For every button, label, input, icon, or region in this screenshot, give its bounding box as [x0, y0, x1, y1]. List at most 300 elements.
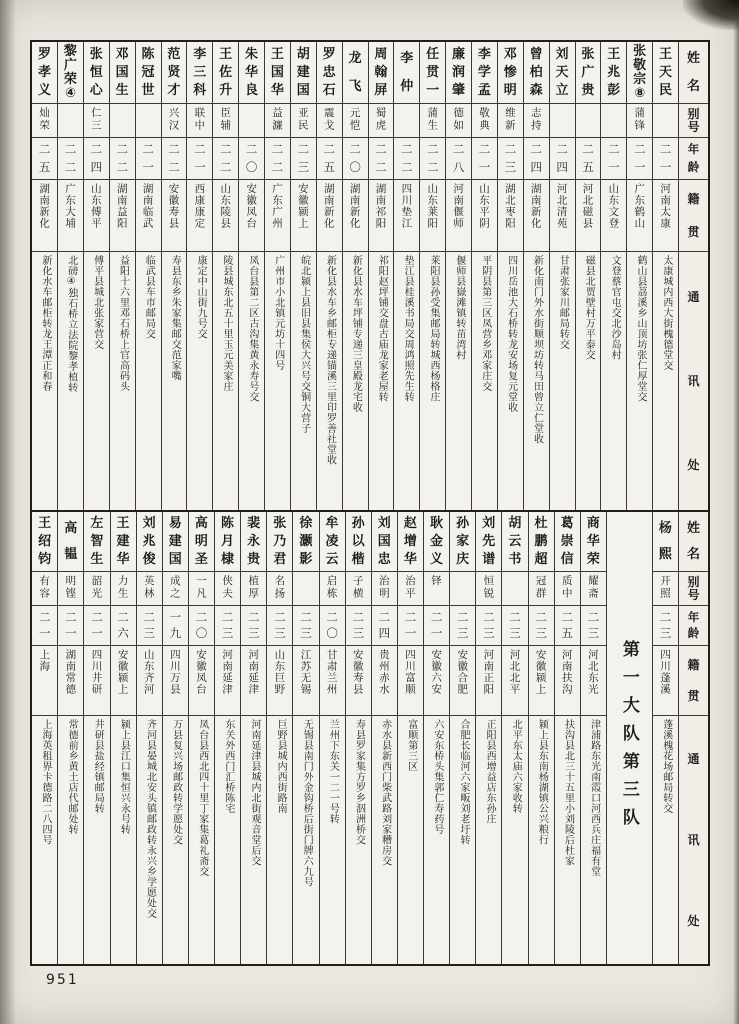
alias-cell	[346, 572, 371, 606]
person-origin: 河北东光	[586, 649, 599, 695]
address-cell	[372, 716, 397, 964]
person-alias: 子横	[351, 575, 364, 600]
person-age: 二 三	[483, 609, 495, 640]
person-address: 莱阳县孙受集邮局转城西杨格庄	[427, 255, 439, 402]
person-name: 张 敬 宗 ⑧	[633, 44, 647, 101]
origin-cell	[267, 646, 292, 716]
origin-cell	[398, 646, 423, 716]
person-column	[501, 512, 527, 964]
header-cell-age	[679, 138, 708, 180]
age-cell	[110, 138, 135, 180]
alias-cell	[293, 572, 318, 606]
person-alias: 蜀虎	[374, 107, 387, 132]
person-age: 二 五	[38, 142, 51, 174]
alias-cell	[576, 104, 601, 138]
origin-cell	[136, 180, 161, 252]
bottom-table	[32, 512, 708, 964]
address-cell	[239, 252, 264, 510]
origin-cell	[472, 180, 497, 252]
age-cell	[394, 138, 419, 180]
person-address: 巨野县城内西街路南	[275, 719, 287, 814]
age-cell	[317, 138, 342, 180]
person-age: 二 八	[452, 142, 465, 174]
origin-cell	[187, 180, 212, 252]
alias-cell	[601, 104, 626, 138]
alias-cell	[653, 104, 678, 138]
person-address: 祁阳赵坪铺交盘古庙龙家老屋转	[376, 255, 388, 402]
person-age: 二 二	[219, 142, 232, 174]
address-cell	[189, 716, 214, 964]
alias-cell	[627, 104, 652, 138]
age-cell	[189, 606, 214, 646]
person-age: 一 九	[169, 609, 182, 640]
age-cell	[627, 138, 652, 180]
bottom-header-column	[678, 512, 708, 964]
age-cell	[239, 138, 264, 180]
person-address: 偃师县嶽滩镇转苗湾村	[453, 255, 465, 360]
person-column	[292, 512, 318, 964]
address-cell	[502, 716, 527, 964]
person-alias: 植厚	[247, 575, 260, 600]
person-origin: 湖南新化	[322, 183, 335, 229]
age-cell	[137, 606, 162, 646]
name-cell	[398, 512, 423, 572]
name-cell	[291, 42, 316, 104]
alias-cell	[239, 104, 264, 138]
header-alias-label: 别 号	[687, 574, 700, 603]
person-address: 寿县罗家集方罗乡泅洲桥交	[353, 719, 365, 845]
person-alias: 震戈	[322, 107, 335, 132]
age-cell	[320, 606, 345, 646]
address-cell	[137, 716, 162, 964]
person-age: 二 二	[426, 142, 439, 174]
address-cell	[213, 252, 238, 510]
person-age: 二 一	[91, 609, 103, 640]
person-name: 李 学 孟	[477, 46, 491, 99]
person-origin: 安徽颍上	[116, 649, 129, 695]
name-cell	[189, 512, 214, 572]
alias-cell	[291, 104, 316, 138]
person-alias: 开照	[658, 575, 671, 600]
person-age: 二 三	[274, 609, 286, 640]
name-cell	[136, 42, 161, 104]
address-cell	[420, 252, 445, 510]
person-origin: 四川万县	[168, 649, 181, 695]
person-alias: 英林	[142, 575, 155, 600]
alias-cell	[187, 104, 212, 138]
person-alias: 仁三	[89, 107, 102, 132]
alias-cell	[32, 572, 57, 606]
alias-cell	[398, 572, 423, 606]
person-column	[57, 42, 83, 510]
name-cell	[293, 512, 318, 572]
origin-cell	[110, 180, 135, 252]
alias-cell	[84, 572, 109, 606]
header-age-label: 年 龄	[687, 609, 700, 640]
person-origin: 甘肃兰州	[325, 649, 338, 695]
address-cell	[472, 252, 497, 510]
person-age: 二 三	[143, 609, 155, 640]
address-cell	[162, 252, 187, 510]
person-origin: 安徽颍上	[534, 649, 547, 695]
person-address: 益阳十六里邓石桥上官高码头	[117, 255, 129, 392]
origin-cell	[213, 180, 238, 252]
name-cell	[58, 42, 83, 104]
group-label-column	[606, 512, 652, 964]
name-cell	[241, 512, 266, 572]
person-origin: 河南偃师	[452, 183, 465, 229]
age-cell	[136, 138, 161, 180]
person-address: 鹤山县茘溪乡山顶坊张仁厚堂交	[634, 255, 646, 402]
group-label: 第一大队第三队	[618, 640, 639, 836]
person-name: 杨 熙	[658, 520, 672, 563]
person-age: 二 一	[194, 142, 206, 174]
person-origin: 四川垫江	[400, 183, 413, 229]
person-column	[57, 512, 83, 964]
person-name: 王 佐 升	[219, 46, 233, 99]
name-cell	[110, 42, 135, 104]
alias-cell	[163, 572, 188, 606]
alias-cell	[472, 104, 497, 138]
header-cell-alias	[679, 104, 708, 138]
person-name: 裴 永 贵	[247, 516, 261, 567]
person-column	[397, 512, 423, 964]
person-name: 牟 凌 云	[325, 516, 339, 567]
person-alias: 耀斋	[586, 575, 599, 600]
person-alias: 成之	[168, 575, 181, 600]
origin-cell	[346, 646, 371, 716]
name-cell	[111, 512, 136, 572]
person-age: 二 三	[509, 609, 521, 640]
person-address: 河南延津县城内北街观音堂后交	[248, 719, 260, 866]
scan-left-edge-shadow	[0, 0, 16, 1024]
name-cell	[84, 42, 109, 104]
header-cell-name	[679, 42, 708, 104]
name-cell	[215, 512, 240, 572]
person-origin: 四川蓬溪	[658, 649, 671, 695]
person-name: 高 韫	[64, 520, 78, 563]
origin-cell	[653, 646, 678, 716]
person-name: 王 建 华	[116, 516, 130, 567]
person-address: 凤台县西北四十里丁家集葛礼斋交	[196, 719, 208, 877]
top-table	[32, 42, 708, 512]
alias-cell	[137, 572, 162, 606]
person-address: 新化南门外水街顺坝坊转马田曾立仁堂收	[531, 255, 543, 444]
person-origin: 安徽寿县	[351, 649, 364, 695]
age-cell	[653, 606, 678, 646]
name-cell	[446, 42, 471, 104]
person-column	[419, 42, 445, 510]
header-origin-label: 籍 贯	[687, 192, 700, 239]
person-alias: 韶光	[90, 575, 103, 600]
name-cell	[84, 512, 109, 572]
person-address: 康定中山街九号交	[195, 255, 207, 339]
person-name: 陈 月 棣	[221, 516, 235, 567]
person-origin: 广东广州	[270, 183, 283, 229]
name-cell	[58, 512, 83, 572]
address-cell	[267, 716, 292, 964]
alias-cell	[498, 104, 523, 138]
age-cell	[472, 138, 497, 180]
age-cell	[524, 138, 549, 180]
person-age: 二 四	[556, 142, 568, 174]
person-alias: 有容	[38, 575, 51, 600]
alias-cell	[653, 572, 678, 606]
origin-cell	[529, 646, 554, 716]
person-alias: 治明	[377, 575, 390, 600]
header-cell-address	[679, 252, 708, 510]
person-address: 无锡县南门外金钩桥后街门牌六九号	[301, 719, 313, 887]
person-address: 上海英租界卡德路二八四号	[39, 719, 51, 845]
person-origin: 广东鹤山	[633, 183, 646, 229]
address-cell	[136, 252, 161, 510]
alias-cell	[424, 572, 449, 606]
address-cell	[293, 716, 318, 964]
age-cell	[653, 138, 678, 180]
person-alias: 维新	[503, 107, 516, 132]
person-column	[342, 42, 368, 510]
age-cell	[498, 138, 523, 180]
address-cell	[163, 716, 188, 964]
address-cell	[398, 716, 423, 964]
person-origin: 山东傅平	[89, 183, 102, 229]
alias-cell	[162, 104, 187, 138]
age-cell	[111, 606, 136, 646]
name-cell	[472, 42, 497, 104]
name-cell	[627, 42, 652, 104]
person-origin: 广东大埔	[63, 183, 76, 229]
header-address-label: 通 讯 处	[687, 290, 700, 472]
age-cell	[291, 138, 316, 180]
name-cell	[265, 42, 290, 104]
name-cell	[187, 42, 212, 104]
address-cell	[394, 252, 419, 510]
person-age: 二 〇	[245, 142, 258, 174]
name-cell	[394, 42, 419, 104]
person-column	[212, 42, 238, 510]
page-number: 951	[46, 972, 79, 988]
person-name: 朱 华 良	[245, 46, 259, 99]
age-cell	[446, 138, 471, 180]
person-age: 二 二	[375, 142, 387, 174]
person-alias: 力生	[116, 575, 129, 600]
person-origin: 河南延津	[247, 649, 260, 695]
person-alias: 蒲锋	[633, 107, 646, 132]
name-cell	[524, 42, 549, 104]
person-name: 刘 兆 俊	[142, 516, 156, 567]
age-cell	[163, 606, 188, 646]
name-cell	[502, 512, 527, 572]
name-cell	[424, 512, 449, 572]
name-cell	[372, 512, 397, 572]
age-cell	[424, 606, 449, 646]
person-age: 二 三	[221, 609, 234, 640]
age-cell	[450, 606, 475, 646]
person-name: 杜 鹏 超	[534, 516, 548, 567]
address-cell	[110, 252, 135, 510]
person-address: 常德前乡黄土店代邮处转	[66, 719, 78, 835]
group-label-cell	[607, 512, 652, 964]
origin-cell	[291, 180, 316, 252]
origin-cell	[498, 180, 523, 252]
origin-cell	[601, 180, 626, 252]
person-column	[580, 512, 606, 964]
person-origin: 河南太康	[659, 183, 672, 229]
address-cell	[550, 252, 575, 510]
person-alias: 恒锐	[482, 575, 495, 600]
origin-cell	[317, 180, 342, 252]
age-cell	[58, 138, 83, 180]
person-origin: 四川井研	[90, 649, 103, 695]
person-column	[549, 42, 575, 510]
age-cell	[58, 606, 83, 646]
person-name: 孙 家 庆	[456, 516, 470, 567]
person-age: 二 四	[530, 142, 542, 174]
person-address: 六安东桥头集郭仁寿药号	[431, 719, 443, 835]
person-origin: 安徽合肥	[456, 649, 469, 695]
origin-cell	[241, 646, 266, 716]
person-column	[186, 42, 212, 510]
name-cell	[317, 42, 342, 104]
person-origin: 安徽凤台	[245, 183, 258, 229]
person-age: 二 二	[64, 142, 77, 174]
origin-cell	[476, 646, 501, 716]
person-address: 东关外西门汇桥陈宅	[222, 719, 234, 814]
person-name: 黎 广 荣 ④	[63, 44, 77, 101]
person-column	[449, 512, 475, 964]
person-age: 二 三	[587, 609, 600, 640]
name-cell	[555, 512, 580, 572]
person-age: 二 一	[38, 609, 51, 640]
person-column	[445, 42, 471, 510]
person-address: 陵县城东北五十里玉元美家庄	[220, 255, 232, 392]
alias-cell	[529, 572, 554, 606]
alias-cell	[317, 104, 342, 138]
address-cell	[58, 252, 83, 510]
alias-cell	[58, 572, 83, 606]
person-origin: 江苏无锡	[299, 649, 312, 695]
origin-cell	[84, 180, 109, 252]
person-age: 二 一	[659, 142, 672, 174]
name-cell	[267, 512, 292, 572]
origin-cell	[84, 646, 109, 716]
person-name: 刘 天 立	[555, 46, 569, 99]
person-alias: 冠群	[534, 575, 547, 600]
person-name: 胡 建 国	[296, 46, 310, 99]
name-cell	[476, 512, 501, 572]
address-cell	[555, 716, 580, 964]
person-address: 万县复兴场邮政转学愿处交	[170, 719, 182, 845]
person-column	[600, 42, 626, 510]
person-alias: 质中	[560, 575, 573, 600]
person-alias: 臣辅	[219, 107, 232, 132]
alias-cell	[58, 104, 83, 138]
person-name: 徐 灏 影	[299, 516, 313, 567]
person-column	[523, 42, 549, 510]
person-origin: 河北磁县	[581, 183, 594, 229]
person-origin: 湖南新化	[529, 183, 542, 229]
person-origin: 西康康定	[193, 183, 206, 229]
person-origin: 安徽颍上	[296, 183, 309, 229]
person-alias: 德如	[452, 107, 465, 132]
age-cell	[343, 138, 368, 180]
person-column	[161, 42, 187, 510]
person-age: 二 〇	[326, 609, 338, 640]
person-age: 二 一	[430, 609, 443, 640]
person-origin: 安徽凤台	[194, 649, 207, 695]
person-age: 二 二	[168, 142, 180, 174]
person-address: 齐河县晏城北安头镇邮政转永兴乡学愿处交	[144, 719, 156, 919]
address-cell	[653, 716, 678, 964]
alias-cell	[450, 572, 475, 606]
header-cell-address	[679, 716, 708, 964]
address-cell	[601, 252, 626, 510]
person-address: 蓬溪槐花场邮局转交	[660, 719, 672, 814]
person-column	[316, 42, 342, 510]
origin-cell	[32, 646, 57, 716]
alias-cell	[267, 572, 292, 606]
person-column	[266, 512, 292, 964]
person-address: 正阳县西增益店东孙庄	[484, 719, 496, 824]
person-address: 扶沟县北三十五里小刘陵后杜家	[562, 719, 574, 866]
origin-cell	[502, 646, 527, 716]
address-cell	[343, 252, 368, 510]
alias-cell	[265, 104, 290, 138]
origin-cell	[446, 180, 471, 252]
origin-cell	[420, 180, 445, 252]
person-column	[109, 42, 135, 510]
person-column	[238, 42, 264, 510]
age-cell	[32, 606, 57, 646]
person-origin: 四川富顺	[403, 649, 416, 695]
person-name: 刘 国 忠	[377, 516, 391, 567]
person-address: 津浦路东光南霞口河西兵庄福有堂	[588, 719, 600, 877]
person-age: 二 二	[401, 142, 413, 174]
name-cell	[498, 42, 523, 104]
person-column	[188, 512, 214, 964]
person-column	[290, 42, 316, 510]
person-origin: 湖南新化	[38, 183, 51, 229]
address-cell	[32, 252, 57, 510]
age-cell	[84, 138, 109, 180]
alias-cell	[394, 104, 419, 138]
address-cell	[84, 252, 109, 510]
person-name: 龙 飞	[348, 51, 362, 94]
person-address: 傅平县城北张家营交	[91, 255, 103, 350]
person-origin: 河南正阳	[482, 649, 495, 695]
person-alias: 蒲生	[426, 107, 439, 132]
alias-cell	[372, 572, 397, 606]
address-cell	[446, 252, 471, 510]
age-cell	[162, 138, 187, 180]
person-alias: 启栋	[325, 575, 338, 600]
person-age: 二 一	[608, 142, 620, 174]
alias-cell	[320, 572, 345, 606]
alias-cell	[189, 572, 214, 606]
person-address: 文登蔡官屯交北沙岛村	[609, 255, 621, 360]
name-cell	[162, 42, 187, 104]
origin-cell	[581, 646, 606, 716]
address-cell	[369, 252, 394, 510]
person-age: 二 四	[90, 142, 103, 174]
name-cell	[239, 42, 264, 104]
person-column	[393, 42, 419, 510]
origin-cell	[58, 180, 83, 252]
person-address: 太康城内西大街槐德堂交	[660, 255, 672, 371]
person-origin: 山东文登	[607, 183, 620, 229]
age-cell	[293, 606, 318, 646]
name-cell	[32, 512, 57, 572]
